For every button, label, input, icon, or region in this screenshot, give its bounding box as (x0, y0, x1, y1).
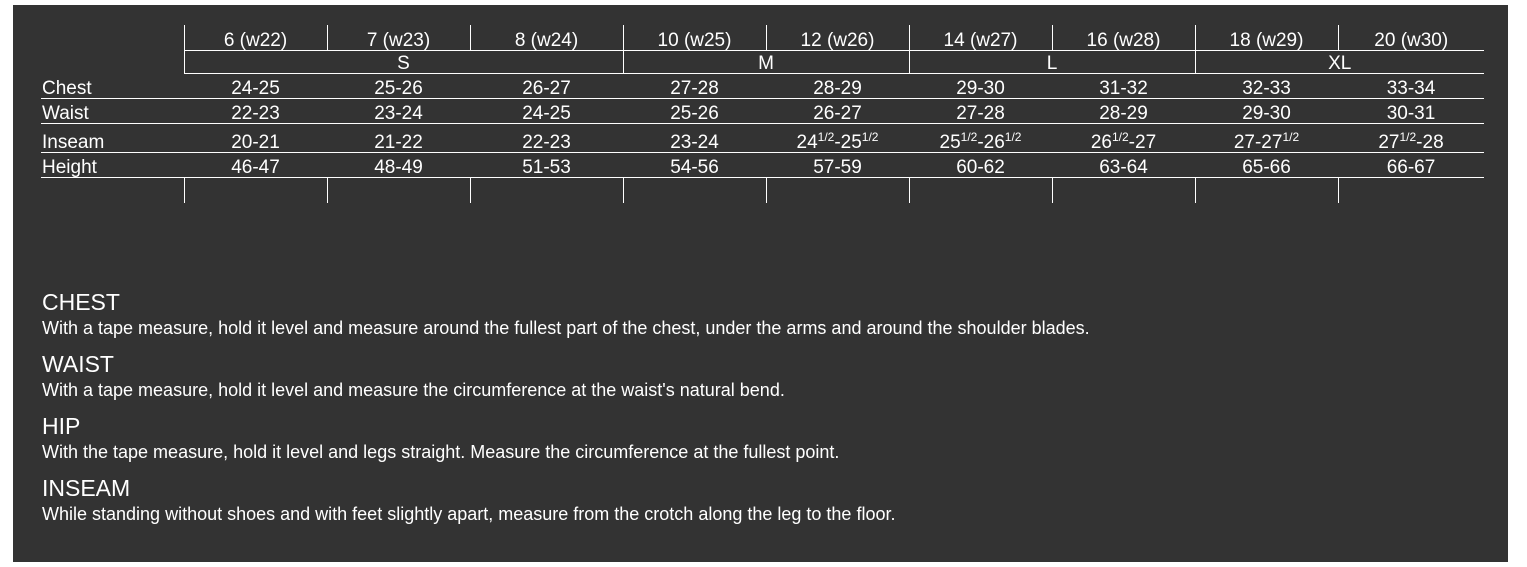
cell-text: 22-23 (522, 132, 571, 153)
cell-text: 24 (796, 132, 818, 153)
size-header: 10 (w25) (623, 25, 766, 51)
table-cell: 26-27 (470, 74, 623, 99)
fraction-superscript: 1/2 (861, 130, 879, 144)
table-cell: 48-49 (327, 153, 470, 178)
size-group: S (184, 51, 623, 74)
cell-text: 23-24 (670, 132, 719, 153)
table-cell: 24-25 (184, 74, 327, 99)
guide-title-waist: WAIST (42, 351, 114, 377)
table-cell (623, 124, 766, 153)
table-cell: 60-62 (909, 153, 1052, 178)
table-cell (327, 124, 470, 153)
size-group-row (41, 51, 1484, 74)
table-cell (909, 124, 1052, 153)
cell-text: -27 (1128, 132, 1157, 153)
table-cell: 23-24 (327, 99, 470, 124)
guide-title-hip: HIP (42, 413, 81, 439)
table-cell: 51-53 (470, 153, 623, 178)
table-cell: 29-30 (909, 74, 1052, 99)
fraction-superscript: 1/2 (1111, 130, 1129, 144)
table-cell: 65-66 (1195, 153, 1338, 178)
table-cell: 30-31 (1338, 99, 1484, 124)
row-label: Waist (41, 99, 184, 124)
table-cell: 26-27 (766, 99, 909, 124)
cell-text: 27-27 (1233, 132, 1283, 153)
fraction-superscript: 1/2 (1004, 130, 1022, 144)
table-cell (1338, 124, 1484, 153)
cell-text: -28 (1416, 132, 1444, 153)
fraction-superscript: 1/2 (1399, 130, 1417, 144)
table-cell (184, 124, 327, 153)
size-header-row (41, 25, 1484, 51)
table-cell: 31-32 (1052, 74, 1195, 99)
table-cell: 25-26 (623, 99, 766, 124)
corner-cell (41, 25, 184, 51)
size-table (41, 25, 1484, 203)
size-chart-panel (13, 5, 1508, 562)
fraction-superscript: 1/2 (960, 130, 978, 144)
guide-text-chest: With a tape measure, hold it level and measure around the fullest part of the chest, under the arms and around the shoulder blades. (42, 318, 1090, 338)
table-cell (1195, 124, 1338, 153)
table-cell: 22-23 (184, 99, 327, 124)
table-cell: 54-56 (623, 153, 766, 178)
table-cell: 25-26 (327, 74, 470, 99)
size-group: M (623, 51, 909, 74)
measuring-guide (42, 290, 1482, 538)
table-cell: 33-34 (1338, 74, 1484, 99)
table-cell: 27-28 (623, 74, 766, 99)
size-header: 18 (w29) (1195, 25, 1338, 51)
guide-text-hip: With the tape measure, hold it level and legs straight. Measure the circumference at the fullest point. (42, 442, 840, 462)
size-header: 16 (w28) (1052, 25, 1195, 51)
table-row (41, 74, 1484, 99)
size-header: 14 (w27) (909, 25, 1052, 51)
table-cell: 57-59 (766, 153, 909, 178)
table-row (41, 99, 1484, 124)
size-group: XL (1195, 51, 1484, 74)
table-cell (766, 124, 909, 153)
guide-title-inseam: INSEAM (42, 475, 131, 501)
table-cell: 32-33 (1195, 74, 1338, 99)
fraction-superscript: 1/2 (1282, 130, 1300, 144)
size-header: 20 (w30) (1338, 25, 1484, 51)
table-cell: 24-25 (470, 99, 623, 124)
cell-text: 20-21 (231, 132, 280, 153)
cell-text: -25 (834, 132, 862, 153)
cell-text: -26 (977, 132, 1005, 153)
table-cell (470, 124, 623, 153)
table-cell (1052, 124, 1195, 153)
table-row (41, 124, 1484, 153)
row-label: Height (41, 153, 184, 178)
table-cell: 27-28 (909, 99, 1052, 124)
table-cell: 63-64 (1052, 153, 1195, 178)
guide-title-chest: CHEST (42, 289, 120, 315)
size-header: 12 (w26) (766, 25, 909, 51)
fraction-superscript: 1/2 (817, 130, 835, 144)
cell-text: 21-22 (374, 132, 423, 153)
cell-text: 26 (1090, 132, 1112, 153)
size-group: L (909, 51, 1195, 74)
size-header: 7 (w23) (327, 25, 470, 51)
size-header: 8 (w24) (470, 25, 623, 51)
row-label: Chest (41, 74, 184, 99)
cell-text: 25 (939, 132, 961, 153)
table-cell: 66-67 (1338, 153, 1484, 178)
guide-text-inseam: While standing without shoes and with feet slightly apart, measure from the crotch along the leg to the floor. (42, 504, 896, 524)
empty-row (41, 178, 1484, 204)
cell-text: 27 (1378, 132, 1400, 153)
table-cell: 46-47 (184, 153, 327, 178)
size-header: 6 (w22) (184, 25, 327, 51)
table-cell: 28-29 (1052, 99, 1195, 124)
row-label: Inseam (41, 124, 184, 153)
guide-text-waist: With a tape measure, hold it level and measure the circumference at the waist's natural bend. (42, 380, 785, 400)
table-row (41, 153, 1484, 178)
table-cell: 28-29 (766, 74, 909, 99)
table-cell: 29-30 (1195, 99, 1338, 124)
